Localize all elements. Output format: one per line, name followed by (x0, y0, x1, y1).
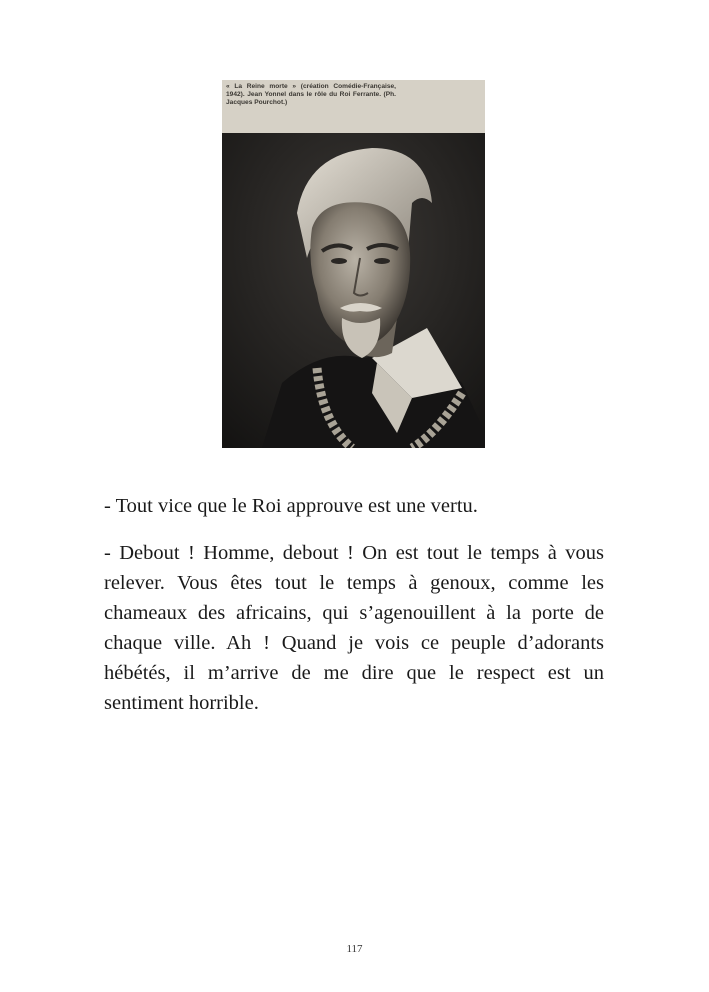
portrait-photo (222, 133, 485, 448)
page-number: 117 (346, 943, 363, 955)
photo-caption: « La Reine morte » (création Comédie-Française, 1942). Jean Yonnel dans le rôle du Roi Ferrante. (Ph. Jacques Pourchot.) (226, 83, 396, 107)
quote-paragraph-2: - Debout ! Homme, debout ! On est tout le temps à vous relever. Vous êtes tout le temps à genoux, comme les chameaux des africains, qui s’agenouillent à la porte de chaque ville. Ah ! Quand je vois ce peuple d’adorants hébétés, il m’arrive de me dire que le respect est un sentiment horrible. (104, 542, 604, 714)
photo-clipping (222, 80, 485, 448)
quote-paragraph-1: - Tout vice que le Roi approuve est une vertu. (104, 495, 478, 517)
